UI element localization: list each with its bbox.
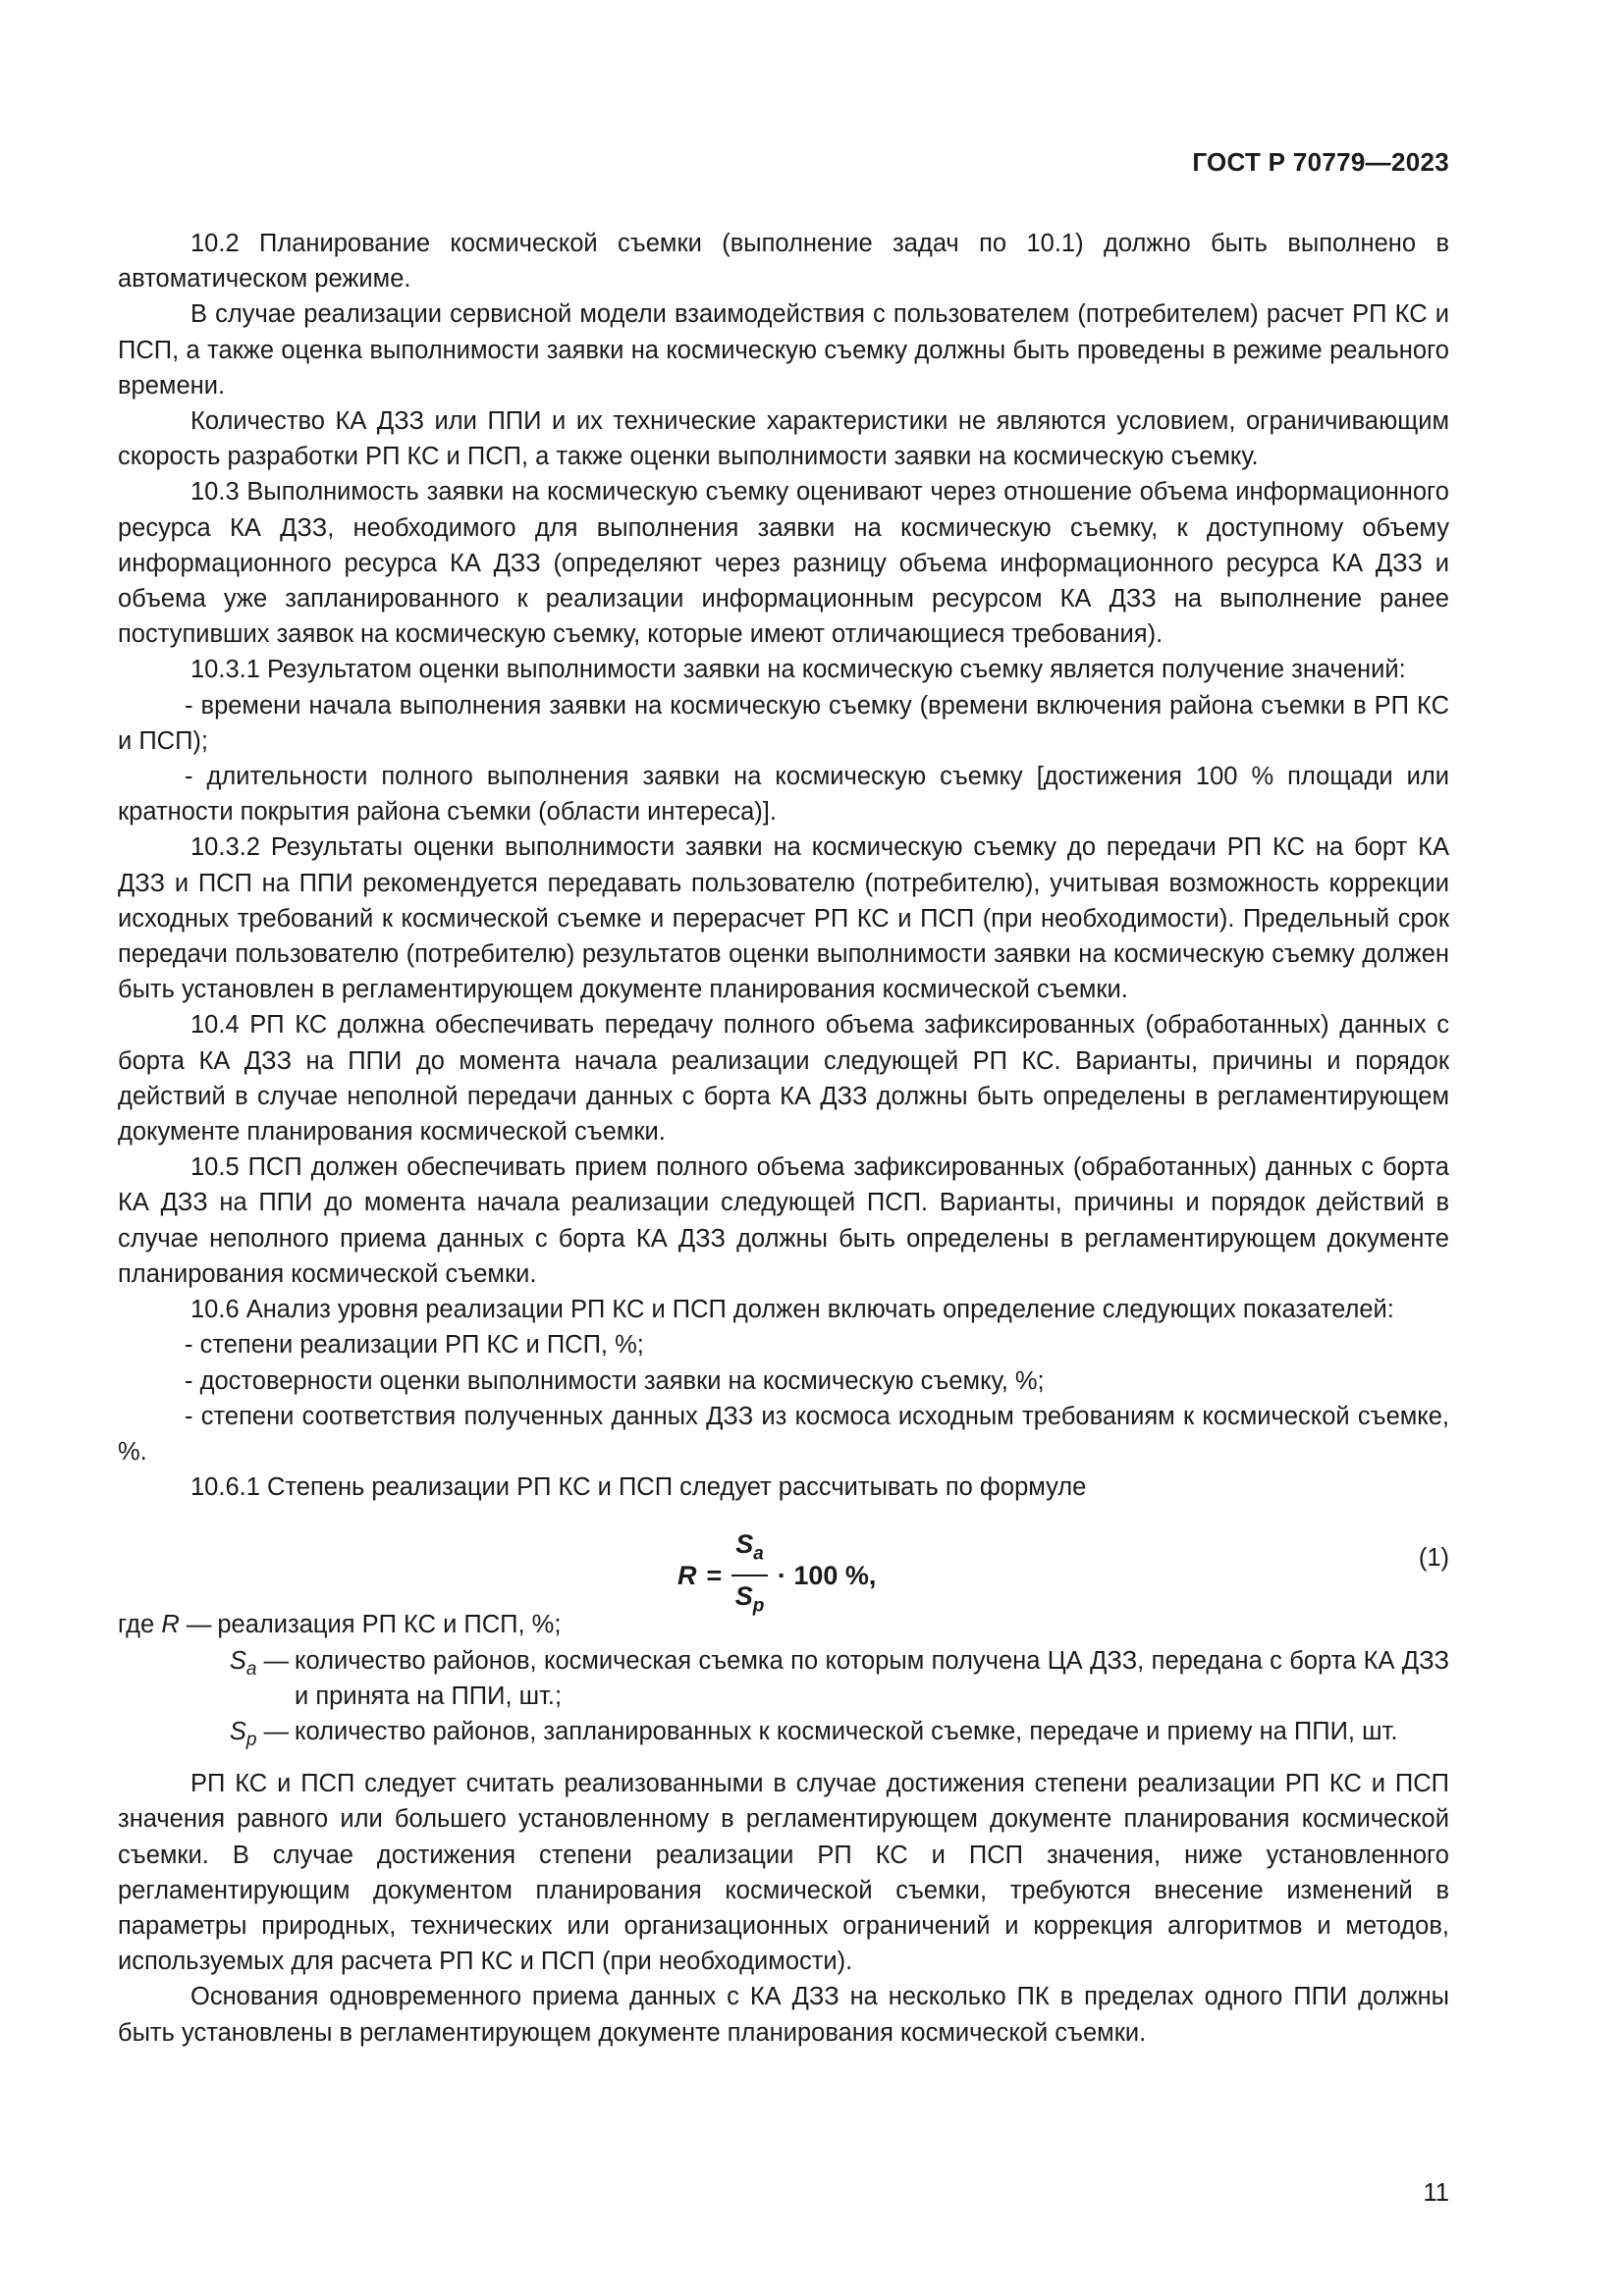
numerator-symbol: S: [735, 1529, 754, 1560]
paragraph: 10.6.1 Степень реализации РП КС и ПСП следует рассчитывать по формуле: [190, 1473, 1087, 1502]
symbol-subscript: a: [245, 1658, 257, 1680]
paragraph: Количество КА ДЗЗ или ППИ и их технические характеристики не являются условием, ограничивающим скорость разработки РП КС и ПСП, а также оценки выполнимости заявки на космическую съемку.: [118, 407, 1449, 471]
paragraph: 10.5 ПСП должен обеспечивать прием полного объема зафиксированных (обработанных) данных с борта КА ДЗЗ на ППИ до момента начала реализации следующей ПСП. Варианты, причины и порядок действий в случае неполного приема данных с борта КА ДЗЗ должны быть определены в регламентирующем документе планирования космической съемки.: [118, 1153, 1449, 1288]
definition-symbol: [118, 1607, 217, 1642]
denominator-symbol: S: [734, 1580, 753, 1611]
paragraph: РП КС и ПСП следует считать реализованными в случае достижения степени реализации РП КС и ПСП значения равного или большего установленному в регламентирующем документе планирования космической съемки. В случае достижения степени реализации РП КС и ПСП значения, ниже установленного регламентирующим документом планирования космической съемки, требуются внесение изменений в параметры природных, технических или организационных ограничений и коррекция алгоритмов и методов, используемых для расчета РП КС и ПСП (при необходимости).: [118, 1770, 1449, 1976]
formula-rhs: · 100 %,: [777, 1560, 877, 1590]
list-item: - степени реализации РП КС и ПСП, %;: [185, 1331, 644, 1360]
paragraph: В случае реализации сервисной модели взаимодействия с пользователем (потребителем) расчет РП КС и ПСП, а также оценка выполнимости заявки на космическую съемку должны быть проведены в режиме реального времени.: [118, 300, 1449, 400]
paragraph: 10.3.1 Результатом оценки выполнимости заявки на космическую съемку является получение значений:: [190, 656, 1406, 684]
paragraph: 10.6 Анализ уровня реализации РП КС и ПСП должен включать определение следующих показателей:: [190, 1296, 1394, 1324]
definition-text: количество районов, космическая съемка по которым получена ЦА ДЗЗ, передана с борта КА ДЗЗ и принята на ППИ, шт.;: [295, 1646, 1449, 1710]
paragraph: Основания одновременного приема данных с КА ДЗЗ на несколько ПК в пределах одного ППИ должны быть установлены в регламентирующем документе планирования космической съемки.: [118, 1983, 1449, 2047]
list-item: - степени соответствия полученных данных ДЗЗ из космоса исходным требованиям к космической съемке, %.: [118, 1402, 1449, 1466]
formula-lhs: R: [677, 1560, 697, 1590]
formula-fraction: [731, 1526, 768, 1624]
definition-dash: —: [263, 1717, 289, 1745]
numerator-subscript: a: [753, 1543, 764, 1565]
denominator-subscript: p: [752, 1595, 765, 1617]
definition-symbol: [118, 1643, 295, 1714]
formula-numerator: [731, 1526, 768, 1576]
definition-row: [118, 1714, 1449, 1758]
formula: [677, 1526, 876, 1624]
definition-dash: —: [263, 1646, 289, 1675]
paragraph: 10.3 Выполнимость заявки на космическую съемку оценивают через отношение объема информационного ресурса КА ДЗЗ, необходимого для выполнения заявки на космическую съемку, к доступному объему информационного ресурса КА ДЗЗ (определяют через разницу объема информационного ресурса КА ДЗЗ и объема уже запланированного к реализации информационным ресурсом КА ДЗЗ на выполнение ранее поступивших заявок на космическую съемку, которые имеют отличающиеся требования).: [118, 478, 1449, 649]
symbol-base: S: [229, 1646, 246, 1675]
formula-denominator: [735, 1576, 765, 1625]
definition-text: количество районов, запланированных к космической съемке, передаче и приему на ППИ, шт.: [295, 1717, 1398, 1745]
list-item: - достоверности оценки выполнимости заявки на космическую съемку, %;: [185, 1366, 1045, 1395]
definition-dash: —: [186, 1611, 212, 1639]
document-body: [118, 226, 1449, 2051]
symbol-base: S: [229, 1717, 246, 1745]
symbol-definitions: [118, 1607, 1449, 1758]
page-number: 11: [1423, 2179, 1449, 2207]
formula-equals: =: [706, 1560, 723, 1590]
document-header: ГОСТ Р 70779—2023: [1192, 147, 1449, 177]
symbol-base: R: [161, 1611, 180, 1639]
definition-row: [118, 1643, 1449, 1714]
paragraph: 10.3.2 Результаты оценки выполнимости заявки на космическую съемку до передачи РП КС на борт КА ДЗЗ и ПСП на ППИ рекомендуется передавать пользователю (потребителю), учитывая возможность коррекции исходных требований к космической съемке и перерасчет РП КС и ПСП (при необходимости). Предельный срок передачи пользователю (потребителю) результатов оценки выполнимости заявки на космическую съемку должен быть установлен в регламентирующем документе планирования космической съемки.: [118, 833, 1449, 1004]
list-item: - длительности полного выполнения заявки на космическую съемку [достижения 100 % площади или кратности покрытия района съемки (области интереса)].: [118, 763, 1449, 827]
definition-symbol: [118, 1714, 295, 1758]
where-prefix: где: [118, 1611, 155, 1639]
symbol-subscript: p: [245, 1730, 257, 1751]
definition-text: реализация РП КС и ПСП, %;: [217, 1611, 562, 1639]
formula-block: [118, 1513, 1449, 1617]
list-item: - времени начала выполнения заявки на космическую съемку (времени включения района съемки в РП КС и ПСП);: [118, 691, 1449, 755]
paragraph: 10.4 РП КС должна обеспечивать передачу полного объема зафиксированных (обработанных) данных с борта КА ДЗЗ на ППИ до момента начала реализации следующей РП КС. Варианты, причины и порядок действий в случае неполной передачи данных с борта КА ДЗЗ должны быть определены в регламентирующем документе планирования космической съемки.: [118, 1011, 1449, 1147]
paragraph: 10.2 Планирование космической съемки (выполнение задач по 10.1) должно быть выполнено в автоматическом режиме.: [118, 230, 1449, 294]
equation-number: (1): [1418, 1544, 1449, 1573]
